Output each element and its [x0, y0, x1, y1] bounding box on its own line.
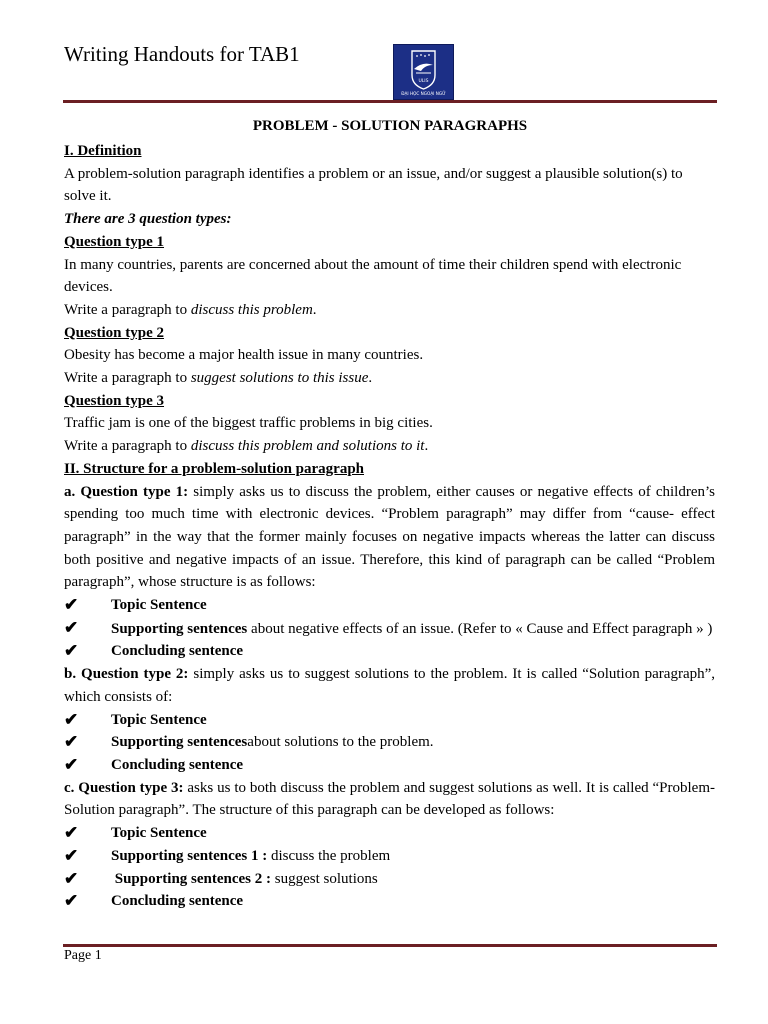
- checklist-item: ✔ Concluding sentence: [64, 754, 715, 777]
- check-icon: ✔: [64, 868, 79, 888]
- question-type-2-prompt: Obesity has become a major health issue in many countries.: [64, 347, 424, 364]
- checklist-item: ✔ Supporting sentences about solutions to the problem.: [64, 731, 715, 754]
- question-type-2-instruction: Write a paragraph to suggest solutions to this issue.: [64, 370, 373, 387]
- header-title: Writing Handouts for TAB1: [64, 42, 300, 66]
- checklist-item: ✔ Supporting sentences 2 : suggest solutions: [64, 868, 715, 891]
- document-title: PROBLEM - SOLUTION PARAGRAPHS: [252, 118, 528, 134]
- document-body: [64, 140, 715, 913]
- question-type-1-heading: Question type 1: [64, 233, 165, 250]
- question-type-3-prompt: Traffic jam is one of the biggest traffic problems in big cities.: [64, 415, 433, 432]
- check-icon: ✔: [64, 754, 79, 774]
- footer-rule: [63, 944, 717, 947]
- check-icon: ✔: [64, 891, 79, 911]
- checklist-item: ✔ Topic Sentence: [64, 822, 715, 845]
- question-type-3-heading: Question type 3: [64, 392, 165, 409]
- logo-letters: ULIS: [418, 79, 429, 84]
- checklist-item: ✔ Concluding sentence: [64, 890, 715, 913]
- question-type-3-instruction: Write a paragraph to discuss this problem and solutions to it.: [64, 438, 429, 455]
- checklist-item: ✔ Supporting sentences 1 : discuss the problem: [64, 845, 715, 868]
- structure-b-paragraph: b. Question type 2: simply asks us to suggest solutions to the problem. It is called “Solution paragraph”, which consists of:: [64, 666, 716, 705]
- definition-paragraph: A problem-solution paragraph identifies a problem or an issue, and/or suggest a plausible solution(s) to solve it.: [64, 165, 683, 205]
- header-rule: [63, 100, 717, 103]
- check-icon: ✔: [64, 617, 79, 637]
- structure-c-paragraph: c. Question type 3: asks us to both discuss the problem and suggest solutions as well. It is called “Problem- Solution paragraph”. The structure of this paragraph can be developed as follows:: [64, 779, 715, 819]
- checklist-item: ✔ Supporting sentences about negative effects of an issue. (Refer to « Cause and Effect paragraph » ): [64, 617, 715, 641]
- question-type-1-instruction: Write a paragraph to discuss this problem.: [64, 301, 317, 318]
- page-number: Page 1: [64, 948, 102, 963]
- question-type-2-heading: Question type 2: [64, 324, 165, 341]
- check-icon: ✔: [64, 823, 79, 843]
- university-logo: [393, 44, 454, 100]
- logo-caption: ĐẠI HỌC NGOẠI NGỮ: [401, 91, 446, 96]
- check-icon: ✔: [64, 732, 79, 752]
- section-1-heading: I. Definition: [64, 143, 142, 159]
- structure-a-paragraph: a. Question type 1: simply asks us to discuss the problem, either causes or negative effects of children’s spending too much time with electronic devices. “Problem paragraph” may differ from “cause- effect paragraph” in the way that the former mainly focuses on negative impacts whereas the latter can discuss both positive and negative impacts of an issue. Therefore, this kind of paragraph can be called “Problem paragraph”, whose structure is as follows:: [64, 483, 716, 591]
- question-type-1-prompt: In many countries, parents are concerned about the amount of time their children spend with electronic devices.: [64, 256, 682, 296]
- check-icon: ✔: [64, 709, 79, 729]
- checklist-item: ✔ Concluding sentence: [64, 640, 715, 663]
- check-icon: ✔: [64, 595, 79, 615]
- check-icon: ✔: [64, 641, 79, 661]
- checklist-item: ✔ Topic Sentence: [64, 709, 715, 732]
- check-icon: ✔: [64, 845, 79, 865]
- question-types-intro: There are 3 question types:: [64, 211, 232, 228]
- checklist-item: ✔ Topic Sentence: [64, 594, 715, 617]
- section-2-heading: II. Structure for a problem-solution paragraph: [64, 460, 365, 477]
